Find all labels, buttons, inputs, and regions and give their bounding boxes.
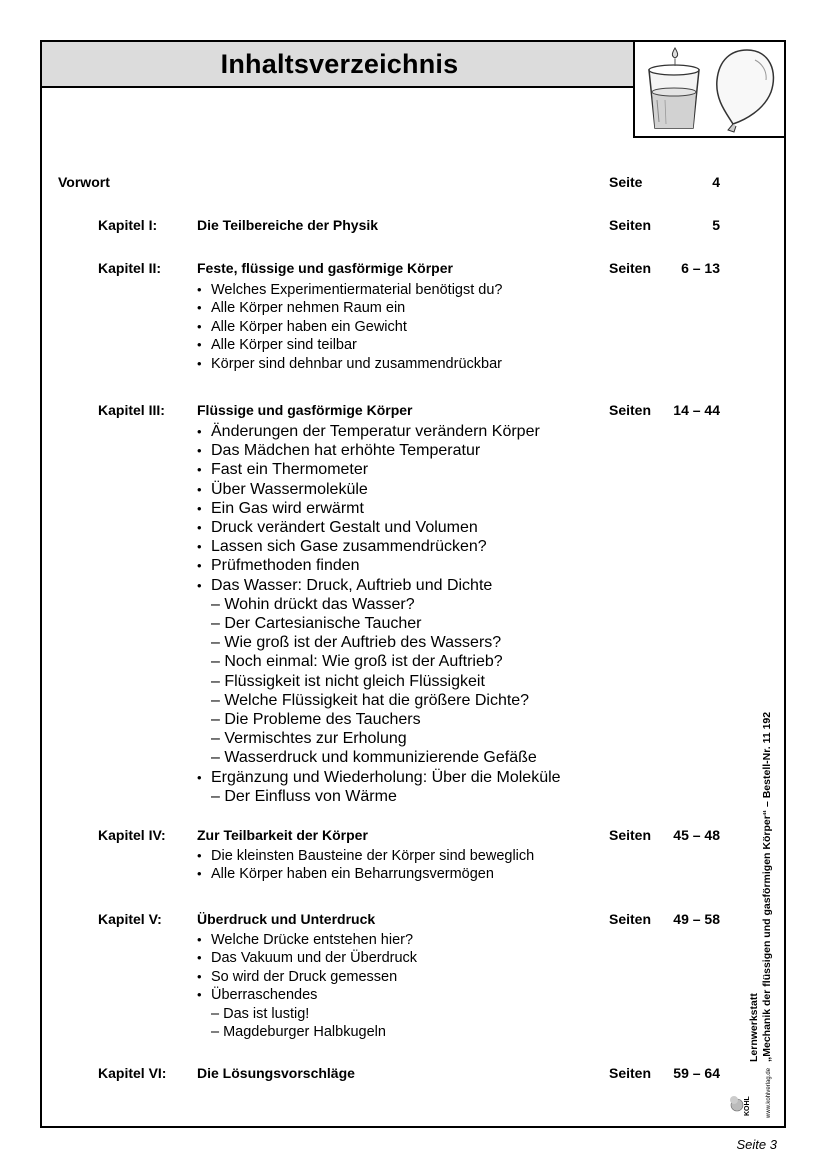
list-item: • Prüfmethoden finden — [197, 556, 561, 575]
list-item: • Alle Körper haben ein Gewicht — [197, 318, 503, 336]
list-item: • Über Wassermoleküle — [197, 480, 561, 499]
glass-balloon-icon — [635, 42, 784, 136]
toc-ch3-seite: Seiten — [609, 402, 652, 418]
toc-ch3-items — [197, 422, 561, 806]
list-subitem: – Wie groß ist der Auftrieb des Wassers? — [211, 634, 502, 652]
toc-ch2-title: Feste, flüssige und gasförmige Körper — [197, 260, 453, 276]
toc-ch1-title: Die Teilbereiche der Physik — [197, 217, 379, 233]
list-item: • Die kleinsten Bausteine der Körper sind beweglich — [197, 847, 534, 865]
toc-ch1-pages: 5 — [712, 217, 720, 233]
toc-ch5-label: Kapitel V: — [98, 911, 162, 927]
toc-ch6-title: Die Lösungsvorschläge — [197, 1065, 355, 1081]
page-title: Inhaltsverzeichnis — [220, 48, 459, 79]
publisher-logo — [728, 1050, 778, 1120]
toc-ch2-label: Kapitel II: — [98, 260, 162, 276]
toc-ch5-pages: 49 – 58 — [673, 911, 720, 927]
list-subitem: – Der Einfluss von Wärme — [211, 787, 397, 805]
list-subitem: – Wohin drückt das Wasser? — [211, 595, 415, 613]
toc-ch5-seite: Seiten — [609, 911, 652, 927]
glass-and-balloon-illustration — [633, 40, 786, 138]
toc-ch5-title: Überdruck und Unterdruck — [197, 911, 376, 927]
list-item: • Ergänzung und Wiederholung: Über die Moleküle — [197, 768, 561, 787]
toc-ch2-seite: Seiten — [609, 260, 652, 276]
sidebar-series-info — [748, 642, 774, 1062]
list-item: • Körper sind dehnbar und zusammendrückbar — [197, 355, 503, 373]
list-item: • Ein Gas wird erwärmt — [197, 499, 561, 518]
list-item: • Das Vakuum und der Überdruck — [197, 949, 417, 967]
toc-vorwort-pages: 4 — [712, 174, 720, 190]
toc-ch1-seite: Seiten — [609, 217, 652, 233]
list-item: • Das Mädchen hat erhöhte Temperatur — [197, 441, 561, 460]
toc-ch3-pages: 14 – 44 — [673, 402, 720, 418]
toc-ch4-pages: 45 – 48 — [673, 827, 720, 843]
sidebar-line1: Lernwerkstatt — [748, 993, 760, 1062]
list-item: • Änderungen der Temperatur verändern Körper — [197, 422, 561, 441]
sidebar-line2: „Mechanik der flüssigen und gasförmigen Körper“ – Bestell-Nr. 11 192 — [761, 711, 773, 1062]
list-subitem: – Der Cartesianische Taucher — [211, 615, 422, 633]
list-subitem: – Flüssigkeit ist nicht gleich Flüssigkeit — [211, 672, 485, 690]
toc-ch3-label: Kapitel III: — [98, 402, 165, 418]
list-item: • Druck verändert Gestalt und Volumen — [197, 518, 561, 537]
toc-ch3-title: Flüssige und gasförmige Körper — [197, 402, 413, 418]
toc-ch6-seite: Seiten — [609, 1065, 652, 1081]
toc-ch6-label: Kapitel VI: — [98, 1065, 167, 1081]
toc-ch1-label: Kapitel I: — [98, 217, 158, 233]
list-item: • Das Wasser: Druck, Auftrieb und Dichte — [197, 576, 561, 595]
list-item: • So wird der Druck gemessen — [197, 968, 417, 986]
list-item: • Überraschendes — [197, 986, 417, 1004]
publisher-name: KOHL — [744, 1096, 751, 1116]
toc-ch4-seite: Seiten — [609, 827, 652, 843]
list-subitem: – Vermischtes zur Erholung — [211, 730, 407, 748]
list-subitem: – Magdeburger Halbkugeln — [211, 1024, 386, 1041]
list-item: • Alle Körper sind teilbar — [197, 336, 503, 354]
toc-ch4-label: Kapitel IV: — [98, 827, 166, 843]
toc-ch4-title: Zur Teilbarkeit der Körper — [197, 827, 368, 843]
list-subitem: – Die Probleme des Tauchers — [211, 711, 421, 729]
list-subitem: – Wasserdruck und kommunizierende Gefäße — [211, 749, 537, 767]
toc-ch5-items — [197, 931, 417, 1041]
list-item: • Alle Körper haben ein Beharrungsvermögen — [197, 865, 534, 883]
publisher-url: www.kohlverlag.de — [766, 1067, 772, 1118]
toc-ch6-pages: 59 – 64 — [673, 1065, 720, 1081]
toc-ch2-pages: 6 – 13 — [681, 260, 720, 276]
list-subitem: – Das ist lustig! — [211, 1005, 310, 1022]
list-subitem: – Noch einmal: Wie groß ist der Auftrieb? — [211, 653, 503, 671]
title-bar — [42, 42, 637, 88]
list-subitem: – Welche Flüssigkeit hat die größere Dichte? — [211, 691, 530, 709]
list-item: • Welche Drücke entstehen hier? — [197, 931, 417, 949]
toc-ch4-items — [197, 847, 534, 884]
toc-vorwort-seite: Seite — [609, 174, 643, 190]
list-item: • Welches Experimentiermaterial benötigst du? — [197, 281, 503, 299]
toc-vorwort-label: Vorwort — [58, 174, 110, 190]
list-item: • Alle Körper nehmen Raum ein — [197, 299, 503, 317]
list-item: • Fast ein Thermometer — [197, 460, 561, 479]
list-item: • Lassen sich Gase zusammendrücken? — [197, 537, 561, 556]
page-number: Seite 3 — [736, 1137, 777, 1152]
toc-ch2-items — [197, 281, 503, 373]
